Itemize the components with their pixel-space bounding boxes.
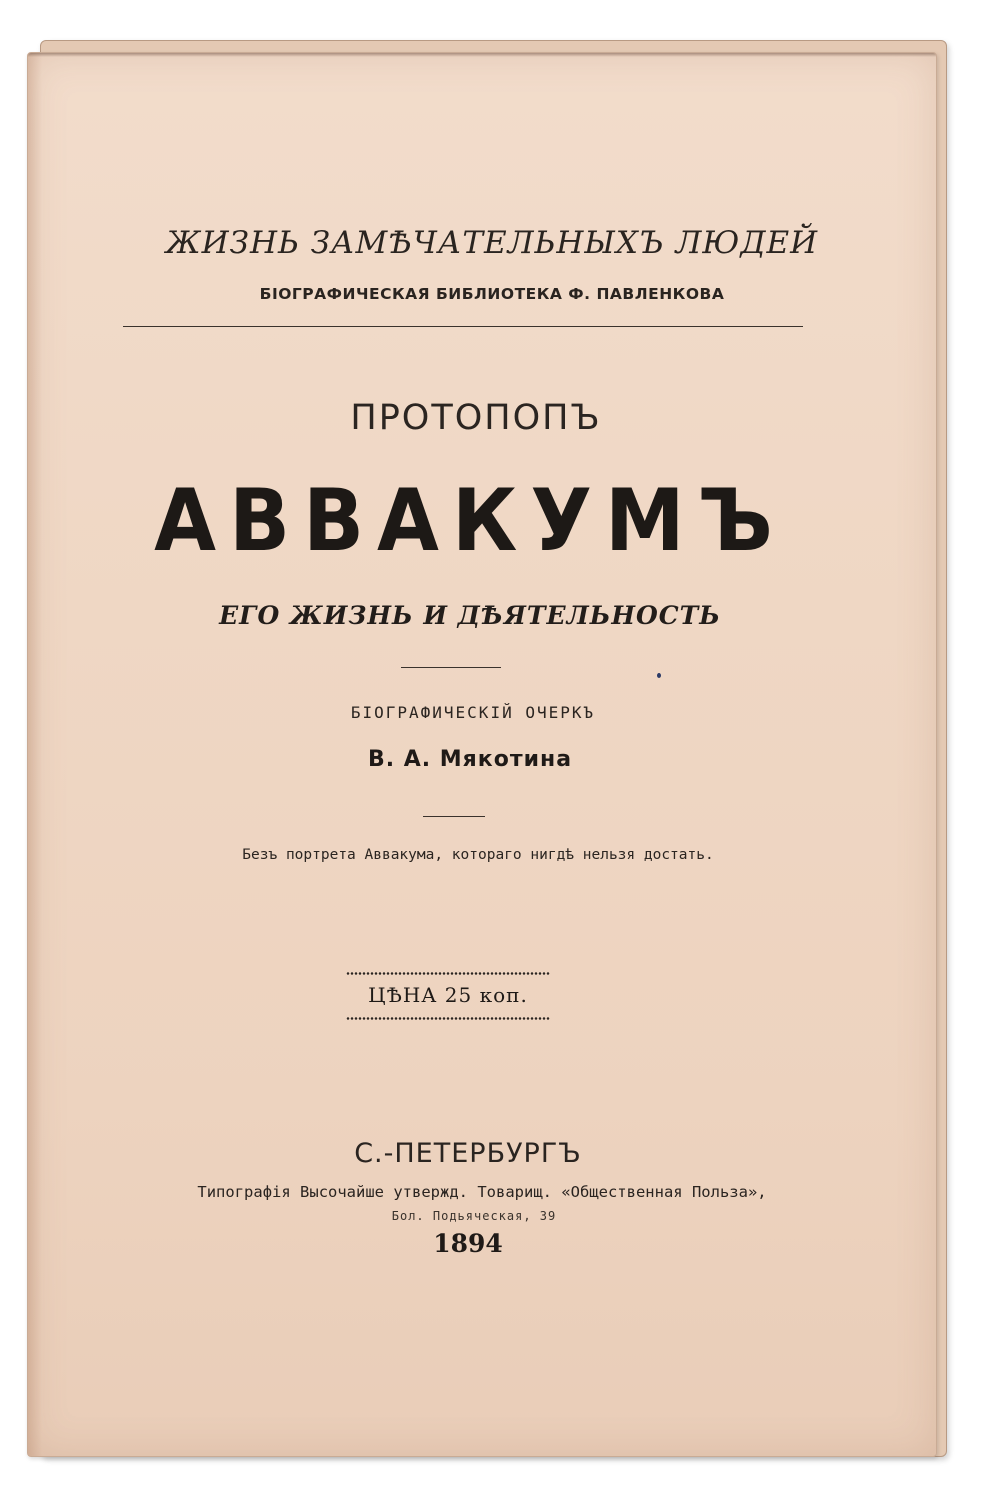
publication-year: 1894	[433, 1229, 503, 1258]
printer-line: Типографія Высочайше утвержд. Товарищ. «Общественная Польза»,	[197, 1183, 767, 1201]
printer-address: Бол. Подьяческая, 39	[391, 1209, 557, 1223]
portrait-note: Безъ портрета Аввакума, котораго нигдѣ нельзя достать.	[242, 847, 714, 863]
series-title: ЖИЗНЬ ЗАМѢЧАТЕЛЬНЫХЪ ЛЮДЕЙ	[165, 225, 819, 261]
short-divider-2	[423, 816, 485, 817]
ink-speck	[657, 673, 661, 678]
price-dotted-rule-top	[346, 971, 550, 976]
price-dotted-rule-bottom	[346, 1016, 550, 1021]
short-divider-1	[401, 667, 501, 668]
main-title: АВВАКУМЪ	[154, 471, 786, 571]
essay-label: БІОГРАФИЧЕСКІЙ ОЧЕРКЪ	[350, 703, 596, 722]
title-kicker: ПРОТОПОПЪ	[350, 398, 602, 438]
price-box	[346, 971, 550, 1021]
price-label: ЦѢНА 25 коп.	[368, 983, 528, 1007]
book-cover	[27, 52, 937, 1457]
author-name: В. А. Мякотина	[367, 747, 573, 772]
library-line: БІОГРАФИЧЕСКАЯ БИБЛИОТЕКА Ф. ПАВЛЕНКОВА	[259, 285, 725, 303]
top-divider	[123, 326, 803, 327]
city: С.-ПЕТЕРБУРГЪ	[354, 1138, 582, 1169]
subtitle: ЕГО ЖИЗНЬ И ДѢЯТЕЛЬНОСТЬ	[219, 601, 721, 630]
